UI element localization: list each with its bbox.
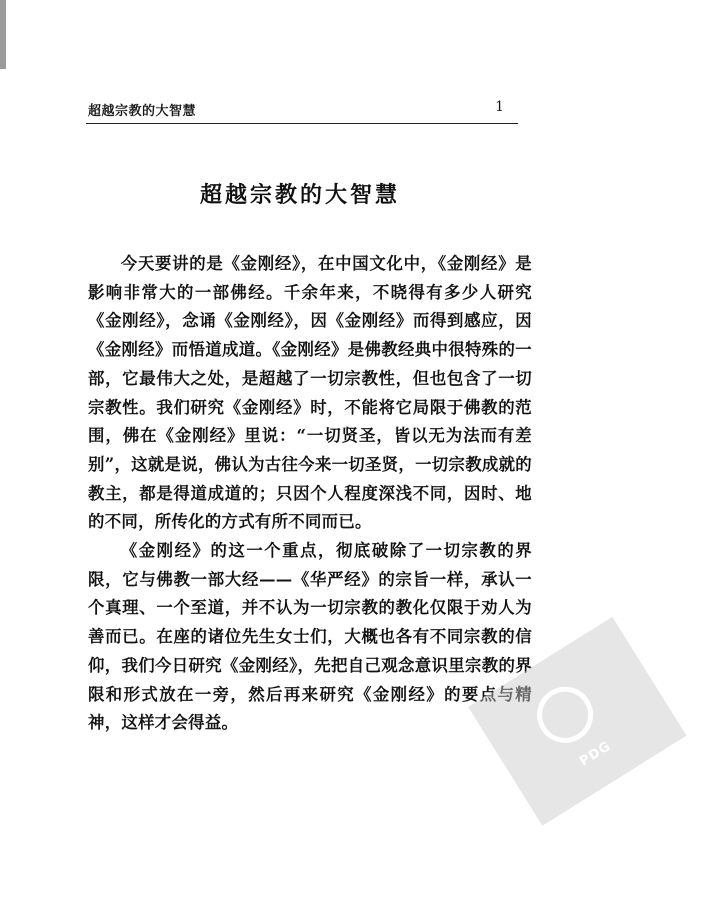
paragraph-1: 今天要讲的是《金刚经》，在中国文化中，《金刚经》是影响非常大的一部佛经。千余年来，不晓得有多少人研究《金刚经》，念诵《金刚经》，因《金刚经》而得到感应，因《金刚经》而悟道成道。《金刚经》是佛教经典中很特殊的一部，它最伟大之处，是超越了一切宗教性，但也包含了一切宗教性。我们研究《金刚经》时，不能将它局限于佛教的范围，佛在《金刚经》里说：“一切贤圣，皆以无为法而有差别”，这就是说，佛认为古往今来一切圣贤，一切宗教成就的教主，都是得道成道的；只因个人程度深浅不同，因时、地的不同，所传化的方式有所不同而已。 xyxy=(88,254,532,532)
running-title: 超越宗教的大智慧 xyxy=(88,104,197,119)
watermark-label: PDG xyxy=(577,738,614,770)
scan-edge-mark xyxy=(0,0,6,69)
paragraph-2: 《金刚经》的这一个重点，彻底破除了一切宗教的界限，它与佛教一部大经——《华严经》的宗旨一样，承认一个真理、一个至道，并不认为一切宗教的教化仅限于劝人为善而已。在座的诸位先生女士们，大概也各有不同宗教的信仰，我们今日研究《金刚经》，先把自己观念意识里宗教的界限和形式放在一旁，然后再来研究《金刚经》的要点与精神，这样才会得益。 xyxy=(88,541,532,733)
page-number: 1 xyxy=(495,99,504,115)
running-header xyxy=(86,99,518,124)
chapter-title: 超越宗教的大智慧 xyxy=(199,183,400,208)
